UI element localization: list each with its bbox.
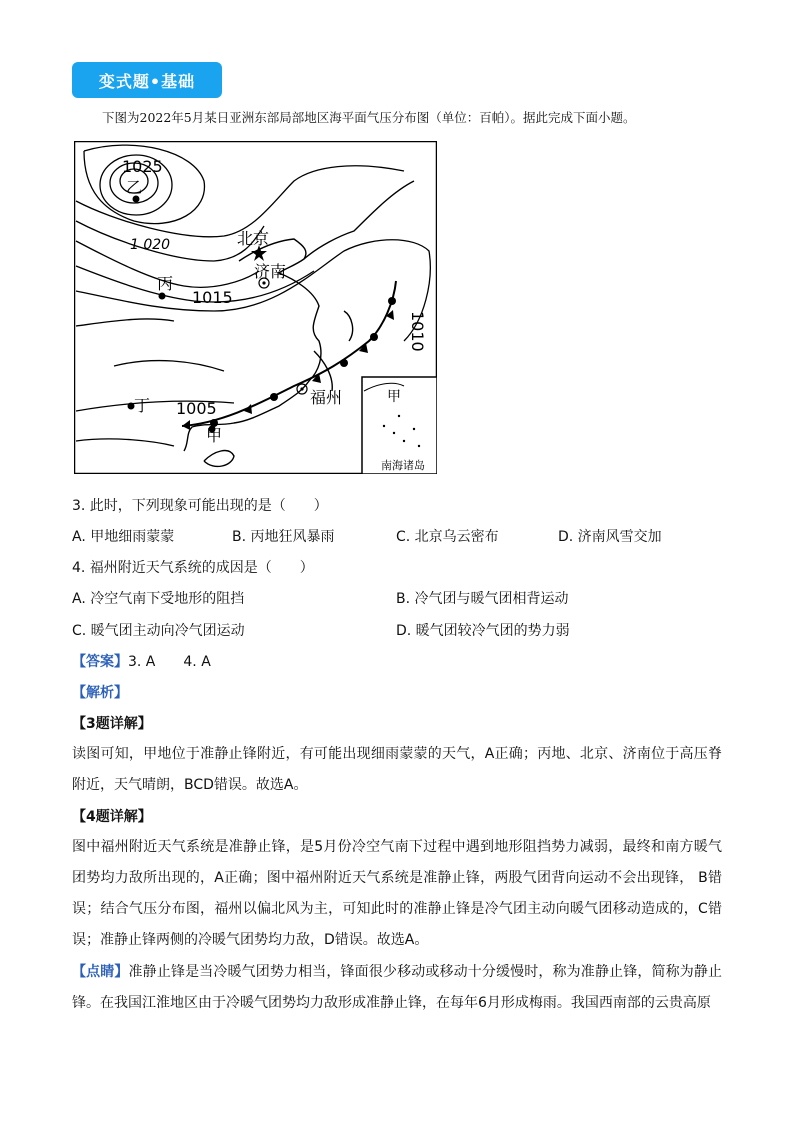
d4-text: 图中福州附近天气系统是准静止锋，是5月份冷空气南下过程中遇到地形阻挡势力减弱，最终和南方暖气团势均力敌所出现的，A正确；图中福州附近天气系统是准静止锋，两股气团背向运动不会出现锋， B错误；结合气压分布图，福州以偏北风为主，可知此时的准静止锋是冷气团主动向暖气团移动造成的，C错误；准静止锋两侧的冷暖气团势均力敌，D错误。故选A。 (72, 839, 722, 948)
d4-tag: 【4题详解】 (72, 809, 152, 825)
tip-tag: 【点睛】 (72, 964, 129, 980)
label-yi: 乙 (126, 178, 143, 197)
d3-text: 读图可知，甲地位于准静止锋附近，有可能出现细雨蒙蒙的天气，A正确；丙地、北京、济南位于高压脊附近，天气晴朗，BCD错误。故选A。 (72, 746, 722, 793)
section-badge: 变式题•基础 (72, 62, 222, 98)
analysis-tag: 【解析】 (72, 685, 128, 701)
d3-tag: 【3题详解】 (72, 716, 152, 732)
q3-stem: 3. 此时，下列现象可能出现的是（ ） (72, 498, 328, 514)
label-ding: 丁 (134, 396, 151, 415)
pressure-map (74, 141, 437, 474)
label-jinan: 济南 (254, 262, 287, 281)
label-jia: 甲 (206, 426, 223, 445)
q4-option-b: B. 冷气团与暖气团相背运动 (396, 591, 569, 607)
q3-option-d: D. 济南风雪交加 (558, 529, 662, 545)
tip-paragraph (72, 957, 722, 1019)
q3-option-c: C. 北京乌云密布 (396, 529, 499, 545)
label-1025: 1025 (122, 157, 163, 176)
label-1005: 1005 (176, 399, 217, 418)
d4-heading (72, 806, 152, 826)
q4-option-d: D. 暖气团较冷气团的势力弱 (396, 623, 570, 639)
label-beijing: 北京 (237, 229, 270, 248)
q3-option-a: A. 甲地细雨蒙蒙 (72, 529, 175, 545)
q3-option-b: B. 丙地狂风暴雨 (232, 529, 335, 545)
label-inset-caption: 南海诸岛 (381, 459, 425, 472)
tip-text: 准静止锋是当冷暖气团势力相当，锋面很少移动或移动十分缓慢时，称为准静止锋，简称为静止锋。在我国江淮地区由于冷暖气团势均力敌形成准静止锋，在每年6月形成梅雨。我国西南部的云贵高原 (72, 964, 723, 1011)
answer-text: 3. A 4. A (128, 654, 211, 670)
label-1010: 1010 (408, 311, 427, 352)
q4-stem: 4. 福州附近天气系统的成因是（ ） (72, 560, 314, 576)
answer-tag: 【答案】 (72, 654, 128, 670)
label-1020: 1 020 (130, 237, 171, 253)
q4-option-c: C. 暖气团主动向冷气团运动 (72, 623, 245, 639)
d3-heading (72, 713, 152, 733)
label-fuzhou: 福州 (310, 388, 343, 407)
q4-option-a: A. 冷空气南下受地形的阻挡 (72, 591, 245, 607)
label-1015: 1015 (192, 288, 233, 307)
intro-text: 下图为2022年5月某日亚洲东部局部地区海平面气压分布图（单位：百帕）。据此完成下面小题。 (102, 110, 636, 125)
label-bing: 丙 (157, 274, 174, 293)
label-inset-jia: 甲 (387, 389, 401, 405)
analysis-heading (72, 682, 128, 702)
answer-line (72, 651, 211, 671)
